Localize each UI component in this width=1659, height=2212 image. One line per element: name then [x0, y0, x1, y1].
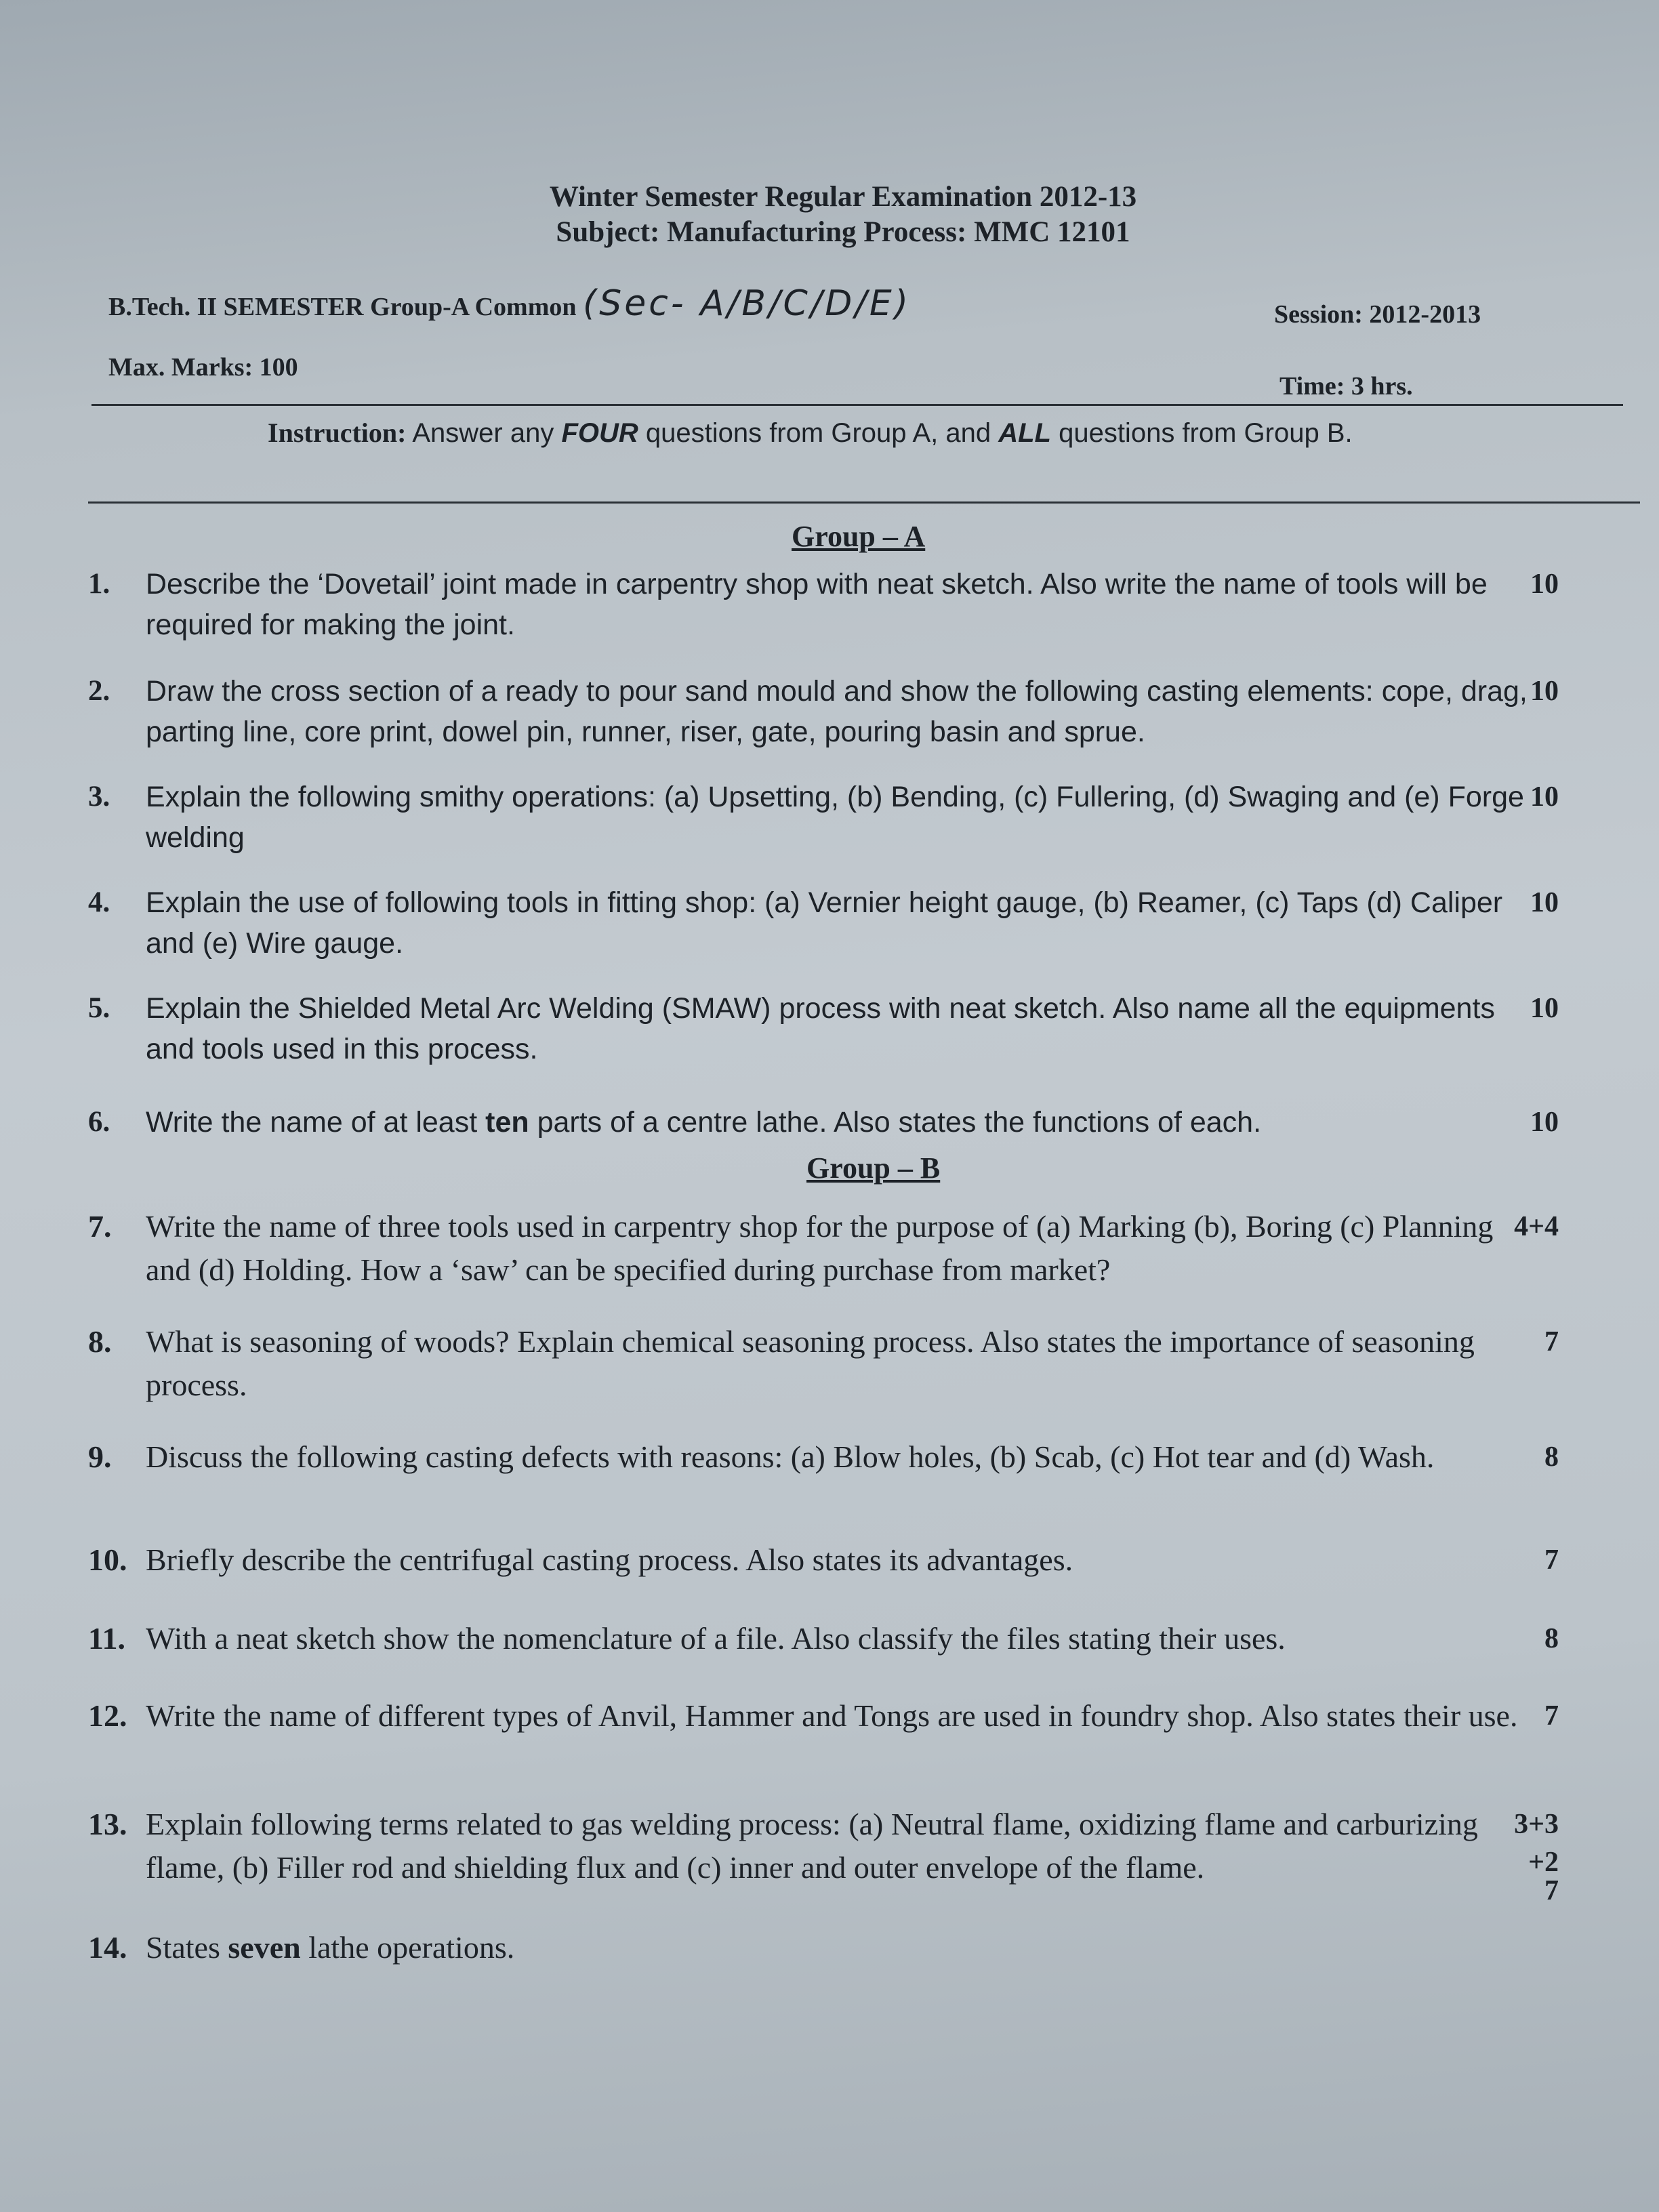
question-9: [88, 1435, 1559, 1479]
question-11: [88, 1617, 1559, 1660]
rule-top: [91, 404, 1623, 406]
instruction-text-2: questions from Group A, and: [638, 418, 999, 448]
question-13: [88, 1803, 1559, 1889]
instruction-text-1: Answer any: [406, 418, 562, 448]
handwritten-section-note: (Sec- A/B/C/D/E): [583, 283, 911, 324]
group-a-heading: Group – A: [792, 520, 926, 553]
question-number: 2.: [88, 675, 110, 707]
question-marks: 10: [1530, 781, 1559, 813]
question-2: [88, 671, 1559, 752]
question-marks: 10: [1530, 993, 1559, 1024]
text-part: lathe operations.: [300, 1930, 515, 1965]
question-marks: 7: [1544, 1700, 1559, 1732]
question-text: Discuss the following casting defects with reasons: (a) Blow holes, (b) Scab, (c) Hot tear and (d) Wash.: [146, 1439, 1435, 1474]
question-number: 10.: [88, 1542, 127, 1577]
instruction-emphasis-four: FOUR: [561, 418, 638, 448]
exam-header: [0, 180, 1659, 250]
max-marks: Max. Marks: 100: [108, 353, 298, 382]
instruction-line: [268, 417, 1353, 449]
question-marks: 3+3: [1514, 1809, 1559, 1840]
question-text: Describe the ‘Dovetail’ joint made in carpentry shop with neat sketch. Also write the name of tools will be required for making the joint.: [146, 568, 1488, 641]
question-text: [146, 1102, 1542, 1143]
question-number: 8.: [88, 1324, 112, 1359]
question-text: What is seasoning of woods? Explain chemical seasoning process. Also states the importance of seasoning process.: [146, 1324, 1475, 1402]
question-number: 1.: [88, 568, 110, 600]
text-part: Write the name of at least: [146, 1106, 486, 1139]
question-text: Write the name of different types of Anvil, Hammer and Tongs are used in foundry shop. Also states their use.: [146, 1698, 1518, 1733]
question-marks: 7: [1544, 1544, 1559, 1576]
question-10: [88, 1538, 1559, 1582]
instruction-label: Instruction:: [268, 417, 407, 448]
question-text: [146, 1926, 1542, 1969]
question-number: 7.: [88, 1209, 112, 1244]
rule-bottom: [88, 501, 1640, 504]
question-marks: 7: [1544, 1875, 1559, 1906]
question-marks: 10: [1530, 569, 1559, 600]
question-marks-extra: +2: [1528, 1847, 1559, 1878]
exam-title: Winter Semester Regular Examination 2012-13: [549, 181, 1137, 213]
question-text: Explain the following smithy operations: (a) Upsetting, (b) Bending, (c) Fullering, (d) Swaging and (e) Forge welding: [146, 781, 1524, 854]
question-marks: 7: [1544, 1326, 1559, 1357]
question-6: [88, 1102, 1559, 1143]
question-marks: 8: [1544, 1623, 1559, 1654]
question-text: With a neat sketch show the nomenclature of a file. Also classify the files stating their uses.: [146, 1621, 1286, 1656]
instruction-text-3: questions from Group B.: [1050, 418, 1353, 448]
instruction-emphasis-all: ALL: [998, 418, 1051, 448]
question-text: Explain the use of following tools in fitting shop: (a) Vernier height gauge, (b) Reamer, (c) Taps (d) Caliper and (e) Wire gauge.: [146, 886, 1503, 960]
question-number: 13.: [88, 1807, 127, 1841]
question-number: 11.: [88, 1621, 125, 1656]
question-5: [88, 988, 1559, 1069]
question-marks: 10: [1530, 887, 1559, 918]
session: Session: 2012-2013: [1274, 300, 1481, 329]
question-3: [88, 777, 1559, 858]
question-number: 4.: [88, 886, 110, 918]
time-allowed: Time: 3 hrs.: [1279, 372, 1413, 401]
question-1: [88, 564, 1559, 645]
question-marks: 8: [1544, 1441, 1559, 1473]
question-number: 6.: [88, 1106, 110, 1138]
program-line: [108, 283, 911, 324]
question-number: 12.: [88, 1698, 127, 1733]
text-part: States: [146, 1930, 228, 1965]
group-b-heading: Group – B: [806, 1151, 941, 1185]
question-number: 3.: [88, 781, 110, 813]
question-text: Explain following terms related to gas welding process: (a) Neutral flame, oxidizing flame and carburizing flame, (b) Filler rod and shielding flux and (c) inner and outer envelope of the flame.: [146, 1807, 1478, 1885]
exam-subject: Subject: Manufacturing Process: MMC 12101: [556, 216, 1130, 248]
program-name: B.Tech. II SEMESTER Group-A Common: [108, 293, 577, 321]
question-text: Briefly describe the centrifugal casting process. Also states its advantages.: [146, 1542, 1073, 1577]
question-marks: 10: [1530, 1107, 1559, 1138]
question-text: Explain the Shielded Metal Arc Welding (SMAW) process with neat sketch. Also name all the equipments and tools used in this process.: [146, 992, 1495, 1065]
question-text: Write the name of three tools used in carpentry shop for the purpose of (a) Marking (b), Boring (c) Planning and (d) Holding. How a ‘saw’ can be specified during purchase from market?: [146, 1209, 1494, 1287]
text-part: parts of a centre lathe. Also states the functions of each.: [529, 1106, 1262, 1139]
question-12: [88, 1694, 1559, 1738]
question-text: Draw the cross section of a ready to pour sand mould and show the following casting elements: cope, drag, parting line, core print, dowel pin, runner, riser, gate, pouring basin and sprue.: [146, 675, 1528, 748]
text-bold: seven: [228, 1930, 301, 1965]
question-marks: 10: [1530, 676, 1559, 707]
text-bold: ten: [485, 1106, 529, 1139]
question-14: [88, 1875, 1559, 1969]
question-marks: 4+4: [1514, 1211, 1559, 1242]
question-7: [88, 1205, 1559, 1292]
question-number: 14.: [88, 1930, 127, 1965]
question-number: 5.: [88, 992, 110, 1024]
question-number: 9.: [88, 1439, 112, 1474]
question-4: [88, 882, 1559, 964]
question-8: [88, 1320, 1559, 1407]
